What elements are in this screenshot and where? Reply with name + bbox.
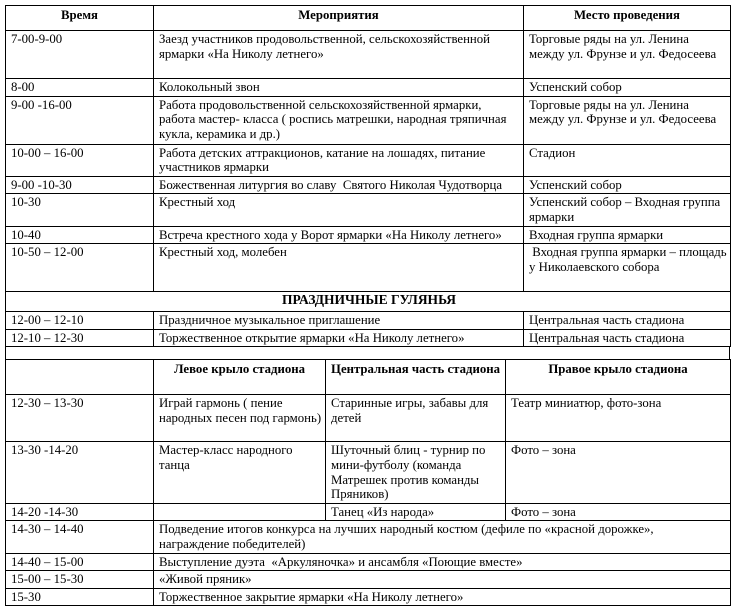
time-cell: 10-40 [6,226,154,244]
column-header-left-wing: Левое крыло стадиона [154,360,326,395]
table-header-row [6,6,731,31]
table-row [6,31,731,79]
table-row [6,329,731,347]
place-cell: Входная группа ярмарки – площадь у Николаевского собора [524,244,731,292]
event-cell: Выступление дуэта «Аркуляночка» и ансамбля «Поющие вместе» [154,553,731,571]
event-cell: Божественная литургия во славу Святого Николая Чудотворца [154,176,524,194]
time-cell: 10-30 [6,194,154,226]
table-row [6,588,731,606]
time-cell: 12-30 – 13-30 [6,395,154,442]
place-cell: Успенский собор [524,176,731,194]
table-row [6,521,731,553]
column-header-right-wing: Правое крыло стадиона [506,360,731,395]
table-row [6,312,731,330]
left-wing-cell: Мастер-класс народного танца [154,442,326,503]
table-row [6,176,731,194]
spacer-row [5,347,730,359]
left-wing-cell [154,503,326,521]
event-cell: Работа продовольственной сельскохозяйственной ярмарки, работа мастер- класса ( роспись матрешки, народная тряпичная кукла, керамика и др.) [154,96,524,144]
time-cell: 10-00 – 16-00 [6,144,154,176]
time-cell: 12-10 – 12-30 [6,329,154,347]
event-cell: Крестный ход [154,194,524,226]
table-row [6,503,731,521]
place-cell: Успенский собор [524,79,731,97]
time-cell: 15-00 – 15-30 [6,571,154,589]
right-wing-cell: Театр миниатюр, фото-зона [506,395,731,442]
time-cell: 7-00-9-00 [6,31,154,79]
event-cell: Колокольный звон [154,79,524,97]
time-cell: 14-20 -14-30 [6,503,154,521]
table-row [6,79,731,97]
time-cell: 10-50 – 12-00 [6,244,154,292]
event-cell: Торжественное открытие ярмарки «На Николу летнего» [154,329,524,347]
column-header-empty [6,360,154,395]
place-cell: Входная группа ярмарки [524,226,731,244]
event-cell: Работа детских аттракционов, катание на лошадях, питание участников ярмарки [154,144,524,176]
table-row [6,194,731,226]
table-row [6,96,731,144]
time-cell: 12-00 – 12-10 [6,312,154,330]
center-cell: Старинные игры, забавы для детей [326,395,506,442]
place-cell: Стадион [524,144,731,176]
table-row [6,395,731,442]
main-schedule-table [5,5,731,347]
column-header-events: Мероприятия [154,6,524,31]
table-row [6,553,731,571]
time-cell: 8-00 [6,79,154,97]
table-row [6,571,731,589]
place-cell: Торговые ряды на ул. Ленина между ул. Фрунзе и ул. Федосеева [524,96,731,144]
right-wing-cell: Фото – зона [506,503,731,521]
left-wing-cell: Играй гармонь ( пение народных песен под гармонь) [154,395,326,442]
event-cell: Торжественное закрытие ярмарки «На Николу летнего» [154,588,731,606]
table-row [6,442,731,503]
section-header-row [6,292,731,312]
time-cell: 13-30 -14-20 [6,442,154,503]
event-cell: Подведение итогов конкурса на лучших народный костюм (дефиле по «красной дорожке», награждение победителей) [154,521,731,553]
table-row [6,144,731,176]
table-header-row [6,360,731,395]
event-cell: Крестный ход, молебен [154,244,524,292]
place-cell: Торговые ряды на ул. Ленина между ул. Фрунзе и ул. Федосеева [524,31,731,79]
place-cell: Центральная часть стадиона [524,312,731,330]
time-cell: 9-00 -16-00 [6,96,154,144]
column-header-center: Центральная часть стадиона [326,360,506,395]
table-row [6,244,731,292]
time-cell: 14-30 – 14-40 [6,521,154,553]
column-header-place: Место проведения [524,6,731,31]
section-title: ПРАЗДНИЧНЫЕ ГУЛЯНЬЯ [6,292,731,312]
time-cell: 15-30 [6,588,154,606]
time-cell: 14-40 – 15-00 [6,553,154,571]
time-cell: 9-00 -10-30 [6,176,154,194]
event-cell: Встреча крестного хода у Ворот ярмарки «На Николу летнего» [154,226,524,244]
column-header-time: Время [6,6,154,31]
stadium-zones-table [5,359,731,606]
event-cell: Заезд участников продовольственной, сельскохозяйственной ярмарки «На Николу летнего» [154,31,524,79]
place-cell: Центральная часть стадиона [524,329,731,347]
place-cell: Успенский собор – Входная группа ярмарки [524,194,731,226]
event-cell: Праздничное музыкальное приглашение [154,312,524,330]
table-row [6,226,731,244]
center-cell: Шуточный блиц - турнир по мини-футболу (команда Матрешек против команды Пряников) [326,442,506,503]
center-cell: Танец «Из народа» [326,503,506,521]
event-cell: «Живой пряник» [154,571,731,589]
right-wing-cell: Фото – зона [506,442,731,503]
